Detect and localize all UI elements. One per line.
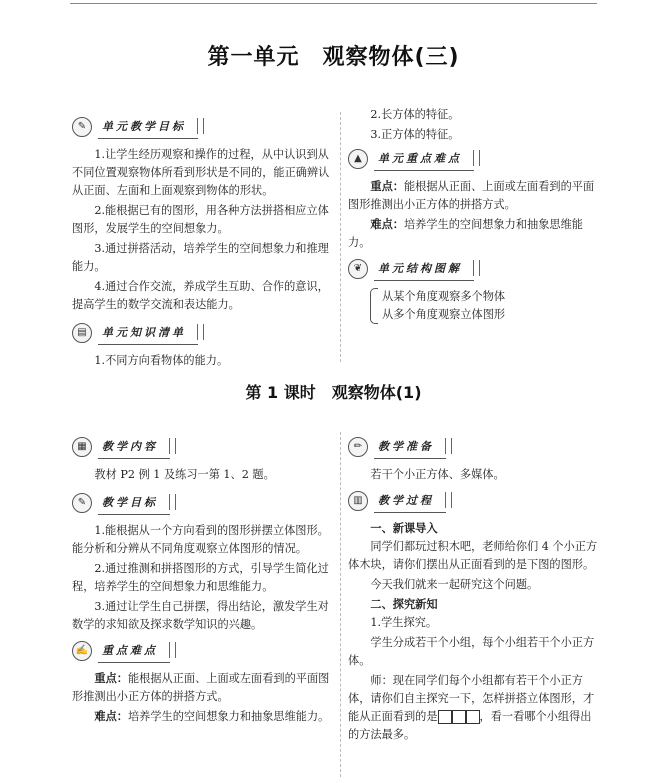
- difficulty-text: 培养学生的空间想象力和抽象思维能力。: [127, 710, 330, 723]
- section-lesson-process: [348, 490, 598, 512]
- section-label: 重点难点: [98, 640, 170, 663]
- square-figure: [438, 710, 480, 723]
- unit-goal-3: 3.通过拼搭活动，培养学生的空间想象力和推理能力。: [72, 242, 329, 273]
- knowledge-item-3: 3.正方体的特征。: [370, 128, 460, 141]
- process-paragraph-5: [348, 672, 598, 744]
- structure-item-1: 从某个角度观察多个物体: [382, 290, 506, 303]
- paragraph-text-start: 师：现在同学们每个小组都有若干个小正方体，请你们自主探究一下，怎样拼搭立体图形，才能从正面看到的是: [348, 674, 595, 723]
- unit-goal-2: 2.能根据已有的图形，用各种方法拼搭相应立体图形，发展学生的空间想象力。: [72, 204, 329, 235]
- process-heading-1: 一、新课导入: [370, 522, 438, 535]
- section-label: 单元结构图解: [374, 258, 474, 281]
- section-label: 单元重点难点: [374, 148, 474, 171]
- unit-goal-1: 1.让学生经历观察和操作的过程，从中认识到从不同位置观察物体所看到形状是不同的，能正确辨认从正面、左面和上面观察到物体的形状。: [72, 148, 330, 197]
- lesson-goal-1: 1.能根据从一个方向看到的图形拼摆立体图形。能分析和分辨从不同角度观察立体图形的情况。: [72, 524, 329, 555]
- unit-difficulty: [348, 216, 598, 252]
- lesson-goal-3: 3.通过让学生自己拼摆，得出结论，激发学生对数学的求知欲及探求数学知识的兴趣。: [72, 600, 329, 631]
- column-divider: [340, 112, 341, 362]
- section-label: 教学过程: [374, 490, 446, 513]
- unit-left-column: [72, 112, 330, 372]
- section-label: 单元教学目标: [98, 116, 198, 139]
- process-paragraph-1: 同学们都玩过积木吧，老师给你们 4 个小正方体木块，请你们摆出从正面看到的是下图的图形。: [348, 540, 598, 571]
- section-lesson-content: [72, 436, 330, 458]
- key-text: 能根据从正面、上面或左面看到的平面图形推测出小正方体的拼搭方式。: [348, 180, 595, 211]
- section-lesson-prep: [348, 436, 598, 458]
- brace-bracket: [370, 288, 378, 324]
- section-unit-goals: [72, 116, 330, 138]
- process-paragraph-3: 1.学生探究。: [370, 616, 438, 629]
- lesson-prep-text: 若干个小正方体、多媒体。: [370, 468, 505, 481]
- section-lesson-goals: [72, 492, 330, 514]
- process-paragraph-2: 今天我们就来一起研究这个问题。: [370, 578, 539, 591]
- book-icon: ▤: [72, 323, 92, 343]
- knowledge-item-1: 1.不同方向看物体的能力。: [94, 354, 229, 367]
- difficulty-label: 难点：: [370, 218, 404, 231]
- structure-diagram: [370, 288, 598, 324]
- pen-icon: ✎: [72, 117, 92, 137]
- section-lesson-keypoints: [72, 640, 330, 662]
- paragraph-text-end: ，看一看哪个小组得出的方法最多。: [348, 710, 592, 741]
- unit-right-column: [348, 106, 598, 324]
- difficulty-text: 培养学生的空间想象力和抽象思维能力。: [348, 218, 583, 249]
- structure-item-2: 从多个角度观察立体图形: [382, 308, 506, 321]
- unit-goal-4: 4.通过合作交流，养成学生互助、合作的意识，提高学生的数学交流和表达能力。: [72, 280, 329, 311]
- books-icon: ▥: [348, 491, 368, 511]
- lesson-goal-2: 2.通过推测和拼搭图形的方式，引导学生简化过程，培养学生的空间想象力和思维能力。: [72, 562, 329, 593]
- calculator-icon: ▦: [72, 437, 92, 457]
- top-rule: [70, 3, 597, 4]
- lesson-left-column: [72, 432, 330, 728]
- lesson-key-point: [72, 670, 330, 706]
- knowledge-item-2: 2.长方体的特征。: [370, 108, 460, 121]
- section-label: 教学准备: [374, 436, 446, 459]
- unit-title: 第一单元 观察物体(三): [207, 45, 460, 70]
- lesson-right-column: [348, 432, 598, 746]
- lesson-title: 第 1 课时 观察物体(1): [245, 383, 422, 402]
- difficulty-label: 难点：: [94, 710, 128, 723]
- key-label: 重点：: [94, 672, 128, 685]
- section-unit-keypoints: [348, 148, 598, 170]
- lesson-content-text: 教材 P2 例 1 及练习一第 1、2 题。: [94, 468, 275, 481]
- section-label: 教学内容: [98, 436, 170, 459]
- process-paragraph-4: 学生分成若干个小组，每个小组若干个小正方体。: [348, 636, 595, 667]
- open-book-icon: ❦: [348, 259, 368, 279]
- section-label: 教学目标: [98, 492, 170, 515]
- hand-pen-icon: ✍: [72, 641, 92, 661]
- process-heading-2: 二、探究新知: [370, 598, 438, 611]
- section-unit-structure: [348, 258, 598, 280]
- lesson-difficulty: [72, 708, 330, 726]
- pen-icon: ✎: [72, 493, 92, 513]
- column-divider: [340, 432, 341, 777]
- key-text: 能根据从正面、上面或左面看到的平面图形推测出小正方体的拼搭方式。: [72, 672, 330, 703]
- section-unit-knowledge: [72, 322, 330, 344]
- unit-key-point: [348, 178, 598, 214]
- pencil-icon: ✏: [348, 437, 368, 457]
- section-label: 单元知识清单: [98, 322, 198, 345]
- key-label: 重点：: [370, 180, 404, 193]
- graduation-cap-icon: ▲: [348, 149, 368, 169]
